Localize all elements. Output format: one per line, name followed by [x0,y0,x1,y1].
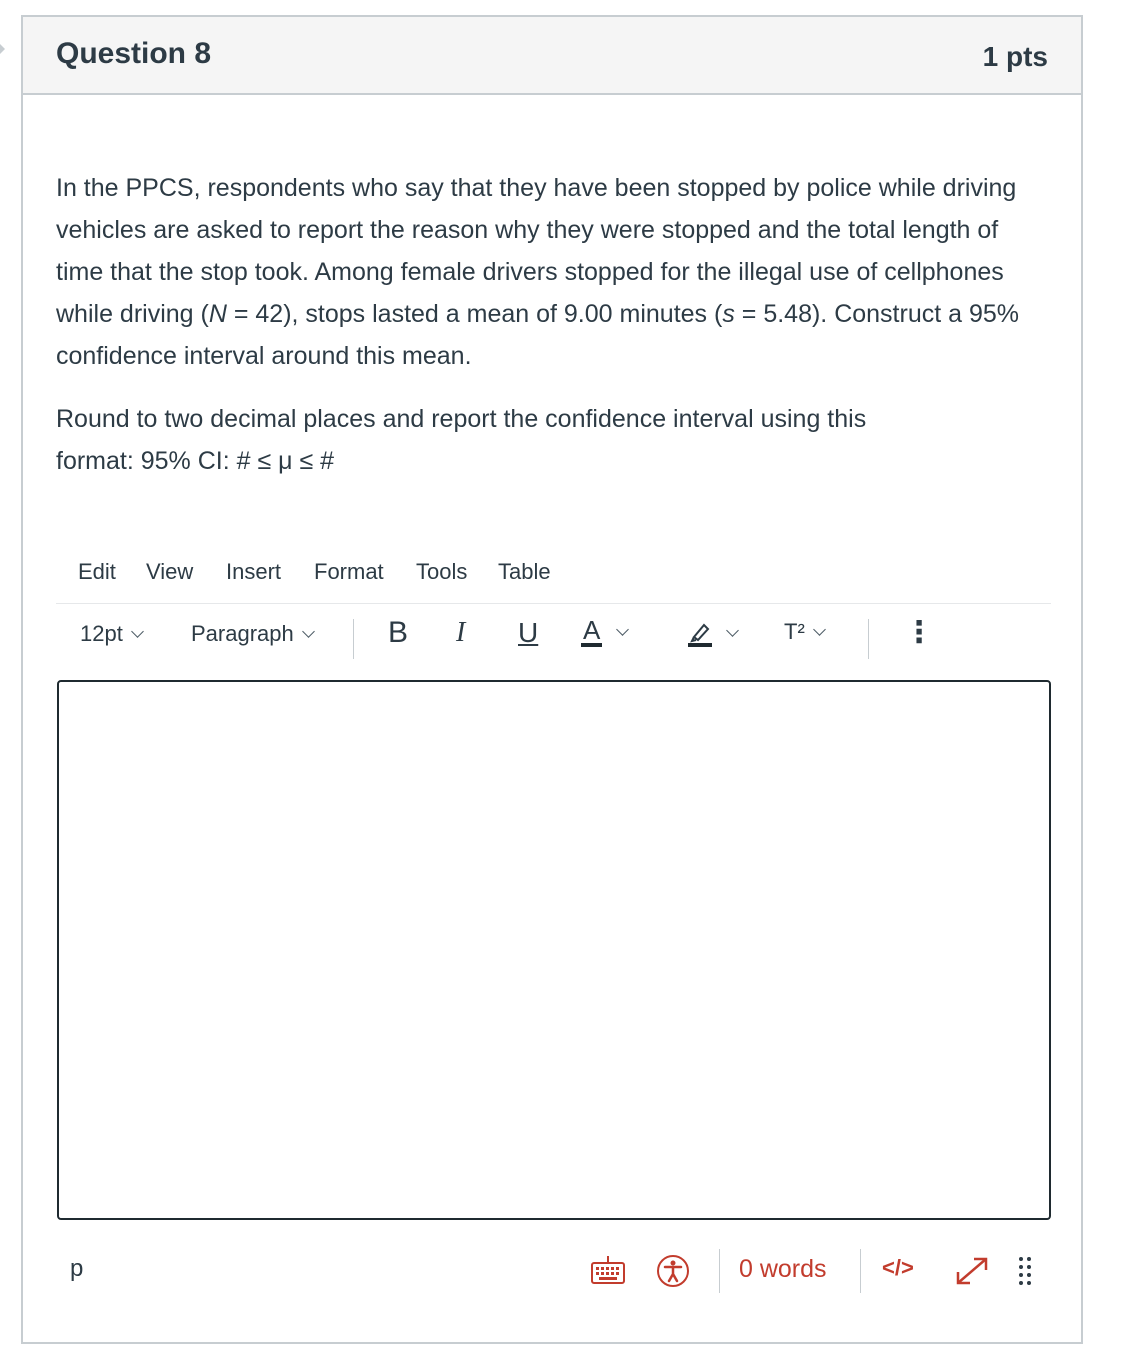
menu-edit[interactable]: Edit [78,559,116,584]
drag-handle-icon [1016,1255,1036,1289]
rich-text-editor[interactable] [57,680,1051,1220]
menu-tools[interactable]: Tools [416,559,468,584]
underline-button[interactable]: U [518,617,539,648]
question-paragraph-2: Round to two decimal places and report the confidence interval using this format: 95% CI: # ≤ μ ≤ # [56,405,867,475]
resize-handle[interactable] [1016,1255,1036,1294]
chevron-down-icon [813,623,826,636]
more-options-button[interactable]: ⋮ [904,616,934,649]
fullscreen-button[interactable] [954,1255,990,1292]
highlighter-icon [686,619,714,647]
expand-icon [954,1255,990,1287]
question-points: 1 pts [982,41,1048,72]
toolbar-divider [353,619,354,659]
chevron-down-icon [616,623,629,636]
question-nav-arrow-icon [0,40,5,58]
superscript-button[interactable]: T² [784,619,824,645]
question-paragraph-1: In the PPCS, respondents who say that they have been stopped by police while driving vehicles are asked to report the reason why they were stopped and the total length of time that the stop took. Among female drivers stopped for the illegal use of cellphones while driving (N = 42), stops lasted a mean of 9.00 minutes (s = 5.48). Construct a 95% confidence interval around this mean. [56,174,1020,370]
font-size-dropdown[interactable]: 12pt [80,621,142,647]
bold-button[interactable]: B [388,616,409,649]
keyboard-icon [589,1253,627,1287]
question-title: Question 8 [56,37,212,70]
chevron-down-icon [302,625,315,638]
italic-button[interactable]: I [456,617,466,648]
html-editor-toggle[interactable]: </> [882,1255,914,1280]
block-format-dropdown[interactable]: Paragraph [191,621,313,647]
statusbar-divider [860,1249,861,1293]
menu-table[interactable]: Table [498,559,551,584]
editor-toolbar [56,613,1051,665]
element-path[interactable]: p [70,1255,84,1282]
question-text [56,167,1046,503]
chevron-down-icon [726,624,739,637]
menu-format[interactable]: Format [314,559,384,584]
text-color-button[interactable] [581,617,627,647]
editor-menubar [56,553,1051,604]
chevron-down-icon [131,625,144,638]
editor-statusbar [56,1245,1051,1299]
accessibility-icon [655,1253,691,1289]
statusbar-divider [719,1249,720,1293]
accessibility-checker-button[interactable] [655,1253,691,1294]
menu-insert[interactable]: Insert [226,559,282,584]
keyboard-shortcuts-button[interactable] [589,1253,627,1292]
menu-view[interactable]: View [146,559,194,584]
question-header [23,17,1081,95]
toolbar-divider [868,619,869,659]
question-card [21,15,1083,1344]
highlight-color-button[interactable] [686,619,737,647]
text-color-icon: A [583,615,601,645]
word-count[interactable]: 0 words [739,1255,827,1283]
